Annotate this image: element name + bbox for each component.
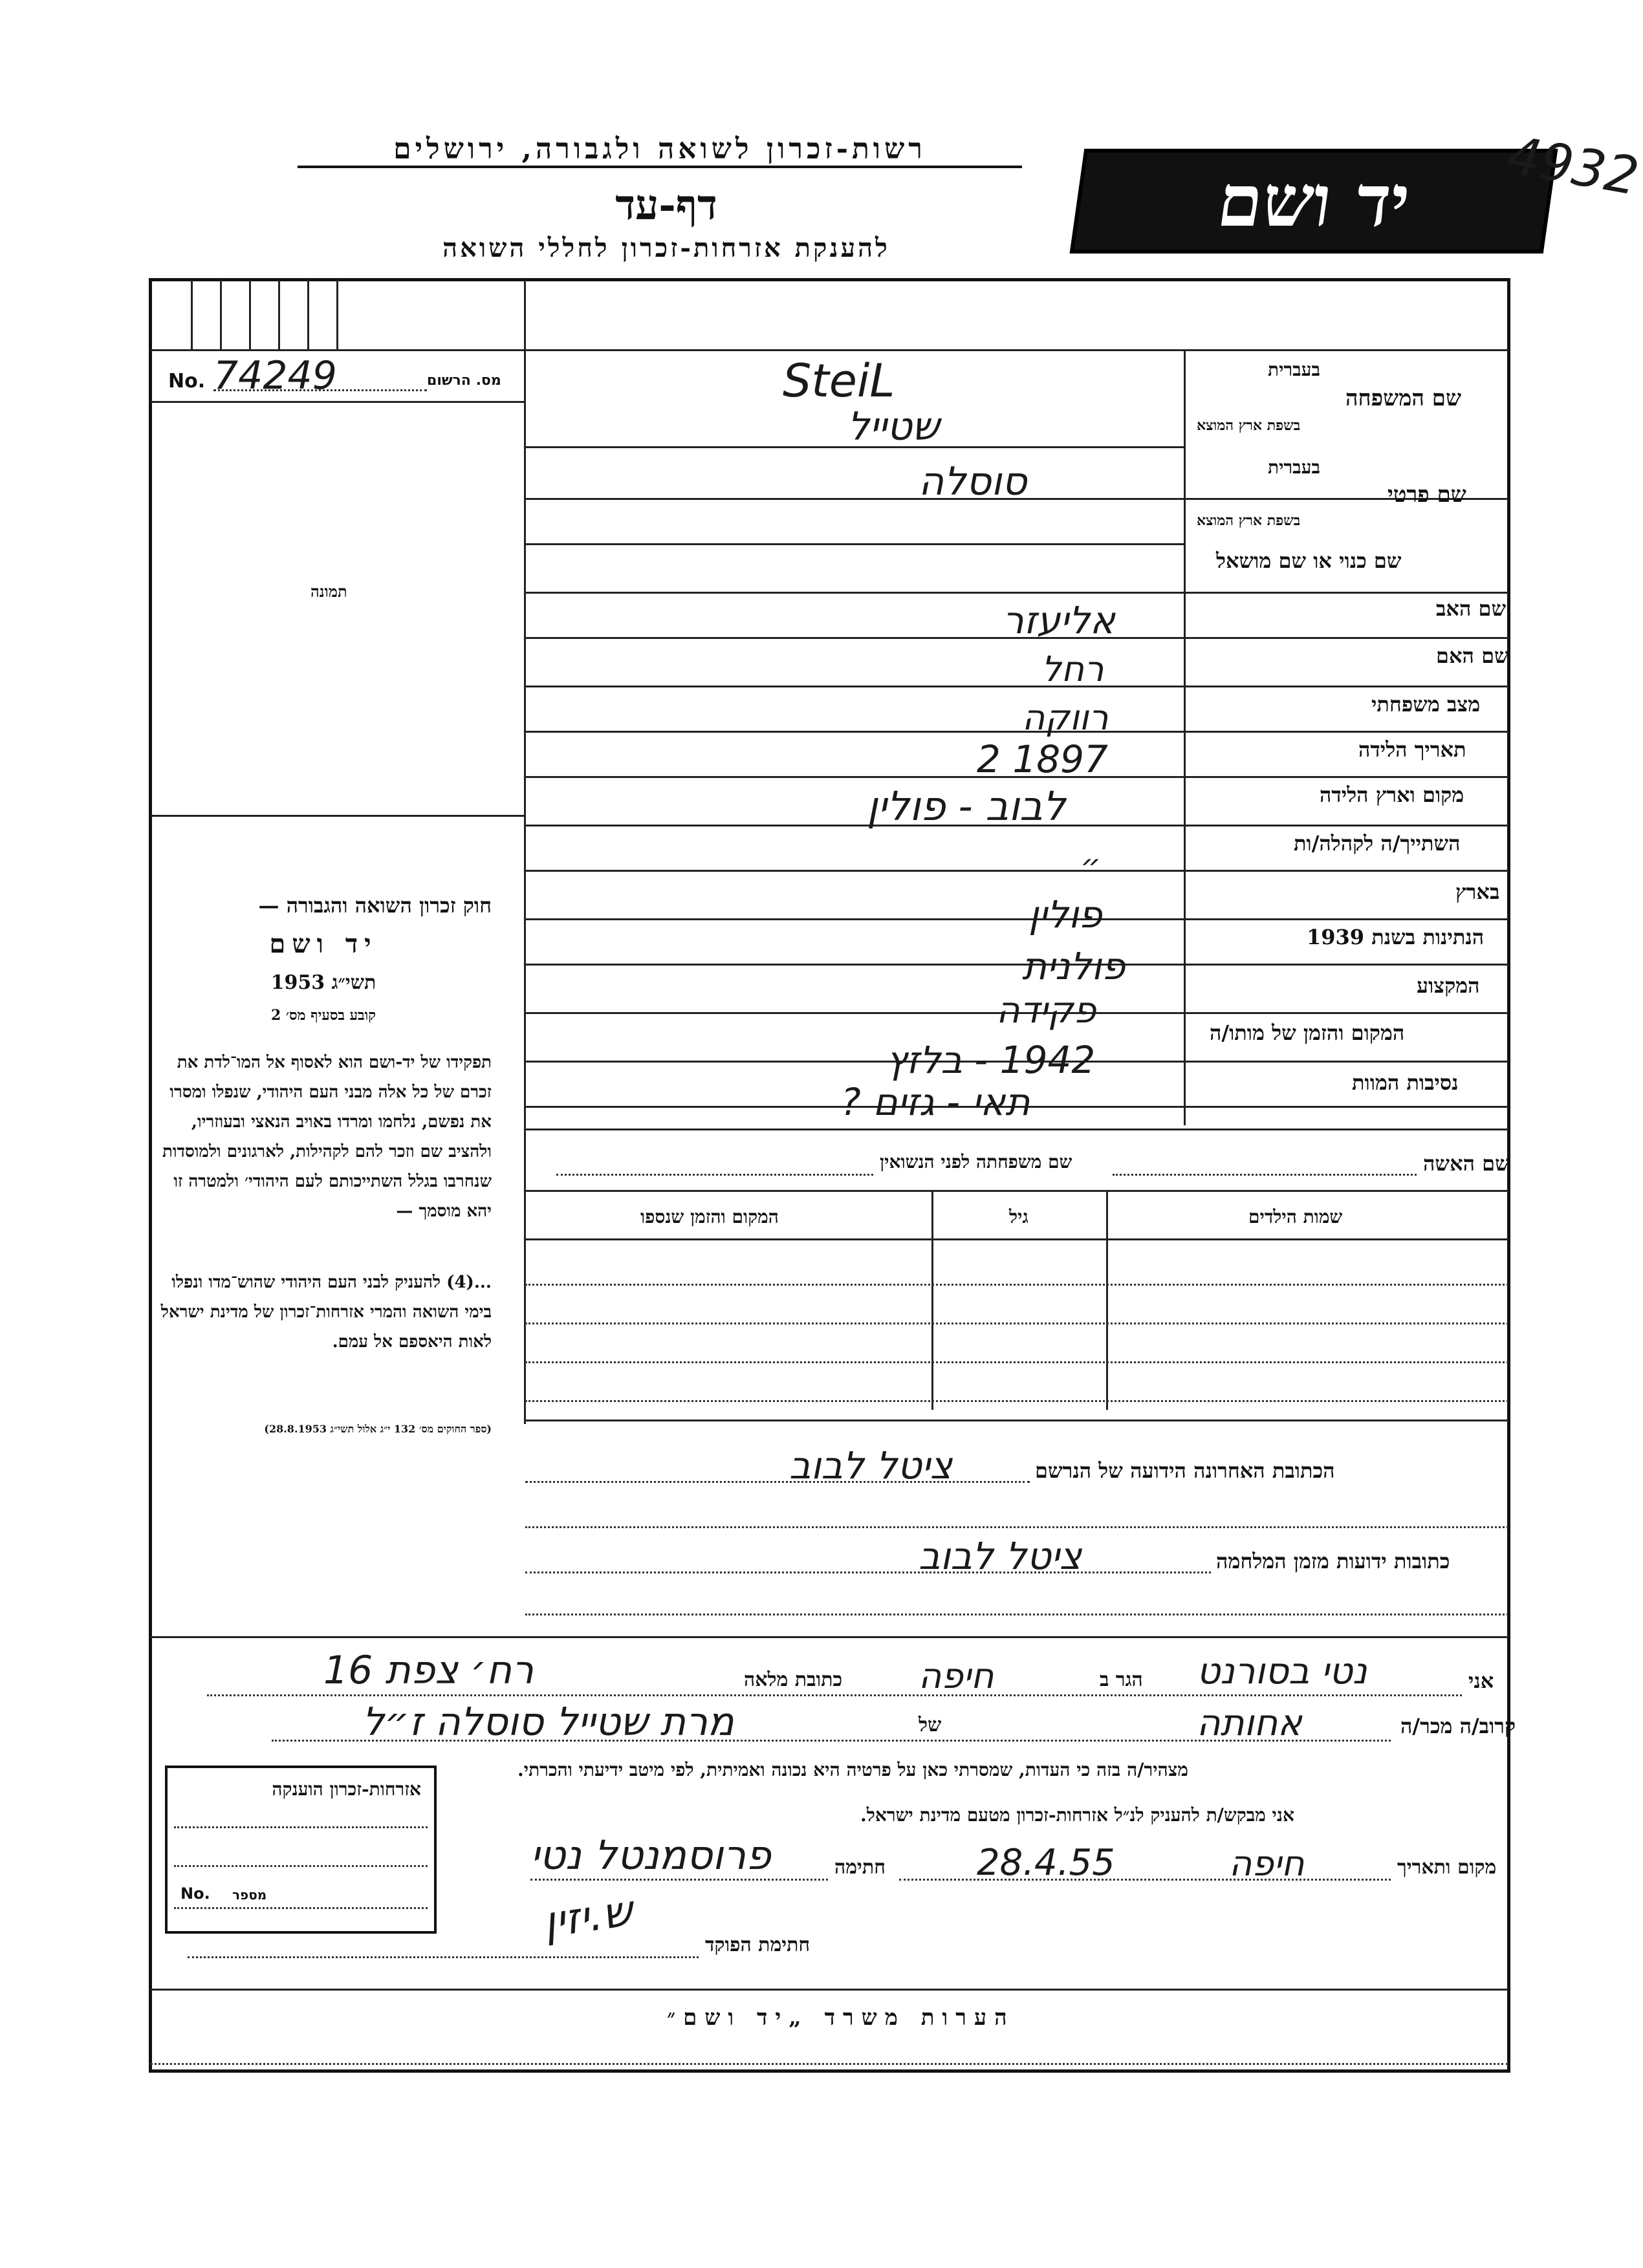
- officer-signature: ש.יזין: [540, 1885, 636, 1948]
- birthdate-label: תאריך הלידה: [1358, 737, 1466, 762]
- citizenship-box-number: מספר: [232, 1887, 267, 1903]
- citizenship-label: הנתינות בשנת 1939: [1307, 925, 1485, 949]
- law-clause: קובע בסעיף מס׳ 2: [270, 1007, 376, 1024]
- last-address-label: הכתובת האחרונה הידועה של הנרשם: [1035, 1458, 1335, 1483]
- children-header-names: שמות הילדים: [1248, 1206, 1343, 1227]
- hebrew-label-1: בעברית: [1268, 359, 1321, 380]
- wife-label: שם האשה: [1423, 1151, 1510, 1176]
- marital-value: רווקה: [1022, 697, 1109, 738]
- date-value: 28.4.55: [977, 1842, 1115, 1884]
- citizenship-box-no: No.: [180, 1885, 210, 1903]
- law-name: יד ושם: [269, 929, 378, 959]
- form-subtitle: להענקת אזרחות-זכרון לחללי השואה: [442, 233, 890, 263]
- origin-lang-label-1: בשפת ארץ המוצא: [1197, 417, 1301, 434]
- signature-value: פרוסמנטל נטי: [530, 1831, 771, 1879]
- resides-value: חיפה: [919, 1656, 994, 1696]
- reg-number: 74249: [213, 353, 337, 398]
- place-date-label: מקום ותאריך: [1397, 1856, 1497, 1879]
- death-circ-value: תאי - גזים ?: [841, 1080, 1030, 1124]
- org-line: רשות-זכרון לשואה ולגבורה, ירושלים: [298, 133, 1022, 168]
- of-label: של: [919, 1714, 942, 1736]
- i-value: נטי בסורנט: [1197, 1650, 1367, 1692]
- family-name-hebrew: שטייל: [847, 404, 940, 449]
- law-year: תשי״ג 1953: [270, 971, 376, 994]
- children-header-place: המקום והזמן שנספו: [640, 1206, 779, 1227]
- i-label: אני: [1468, 1669, 1494, 1693]
- father-label: שם האב: [1436, 596, 1507, 621]
- citizenship-box-title: אזרחות-זכרון הוענקה: [272, 1778, 421, 1800]
- death-circ-label: נסיבות המוות: [1352, 1070, 1459, 1095]
- reg-label: מס. הרשום: [427, 373, 501, 389]
- hebrew-label-2: בעברית: [1268, 457, 1321, 478]
- logo-text: יד ושם: [1212, 159, 1415, 243]
- last-address-value: ציטל לבוב: [789, 1443, 953, 1487]
- citizenship-box: [165, 1766, 437, 1934]
- law-title: חוק זכרון השואה והגבורה —: [258, 893, 492, 918]
- origin-lang-label-2: בשפת ארץ המוצא: [1197, 512, 1301, 529]
- photo-label: תמונה: [310, 582, 347, 601]
- war-address-value: ציטל לבוב: [919, 1534, 1082, 1578]
- country-label: בארץ: [1455, 880, 1500, 904]
- death-place-value: 1942 - בלזץ: [886, 1038, 1096, 1082]
- citizenship-value: פולנית: [1022, 944, 1126, 988]
- signature-label: חתימה: [834, 1856, 886, 1879]
- law-para1: תפקידו של יד-ושם הוא לאסוף אל המו־לדת את זכרם של כל אלה מבני העם היהודי, שנפלו ומסרו את נפשם, נלחמו ומרדו באויב הנאצי ובעוזריו, ולהציב שם וזכר להם לקהילות, לארגונים ולמוסדות שנחרבו בגלל השתייכותם לעם היהודי׳ ולמטרה זו יהא מוסמך —: [162, 1053, 492, 1221]
- nickname-label: שם כנוי או שם מושאל: [1216, 548, 1402, 573]
- family-name-origin: SteiL: [783, 354, 895, 407]
- law-citation: (ספר החוקים מס׳ 132 י״ג אלול תשי״ג 28.8.1953): [264, 1423, 492, 1435]
- form-title: דף-עד: [615, 181, 717, 230]
- death-place-label: המקום והזמן של מותו/ה: [1210, 1021, 1405, 1045]
- birthdate-value: 2 1897: [977, 737, 1108, 781]
- children-header-age: גיל: [1009, 1206, 1028, 1227]
- community-label: השתייך/ה לקהלה/ות: [1294, 831, 1461, 856]
- maiden-label: שם משפחתה לפני הנשואין: [880, 1151, 1072, 1172]
- birthplace-label: מקום וארץ הלידה: [1320, 783, 1464, 807]
- mother-value: רחל: [1041, 649, 1104, 689]
- father-value: אליעזר: [1003, 598, 1115, 642]
- registration-row: [168, 353, 521, 401]
- birthplace-value: לבוב - פולין: [867, 783, 1066, 830]
- yad-vashem-logo: [1070, 149, 1558, 254]
- relation-label: קרוב/ה מכר/ה: [1400, 1714, 1516, 1738]
- reg-no-label: No.: [168, 370, 206, 393]
- war-address-label: כתובות ידועות מזמן המלחמה: [1216, 1549, 1450, 1573]
- family-name-label: שם המשפחה: [1345, 385, 1462, 411]
- community-value: ״: [1080, 847, 1102, 885]
- first-name-hebrew: סוסלה: [919, 459, 1027, 504]
- marital-label: מצב משפחתי: [1371, 692, 1481, 717]
- page-number: 4932: [1503, 125, 1643, 207]
- profession-label: המקצוע: [1417, 973, 1480, 998]
- country-value: פולין: [1028, 892, 1102, 936]
- mother-label: שם האם: [1436, 643, 1509, 668]
- declaration-text: מצהיר/ה בזה כי העדות, שמסרתי כאן על פרטיה היא נכונה ואמיתית, לפי מיטב ידיעתי והכרתי.: [517, 1759, 1188, 1780]
- profession-value: פקידה: [996, 989, 1096, 1031]
- first-name-label: שם פרטי: [1387, 482, 1466, 508]
- resides-label: הגר ב: [1100, 1669, 1143, 1691]
- office-notes-label: הערות משרד „יד ושם״: [667, 2005, 1015, 2031]
- place-value: חיפה: [1229, 1843, 1305, 1884]
- officer-label: חתימת הפוקד: [705, 1934, 811, 1956]
- law-para2: ...(4) להעניק לבני העם היהודי שהוש־מדו ונפלו בימי השואה והמרי אזרחות־זכרון של מדינת ישראל לאות היאספם אל עמם.: [160, 1273, 492, 1352]
- address-value: רח׳ צפת 16: [323, 1648, 534, 1693]
- relation-value: אחותה: [1197, 1702, 1302, 1744]
- of-value: מרת שטייל סוסלה ז״ל: [362, 1700, 734, 1745]
- request-text: אני מבקש/ת להעניק לנ״ל אזרחות-זכרון מטעם מדינת ישראל.: [860, 1804, 1294, 1826]
- address-label: כתובת מלאה: [744, 1669, 843, 1691]
